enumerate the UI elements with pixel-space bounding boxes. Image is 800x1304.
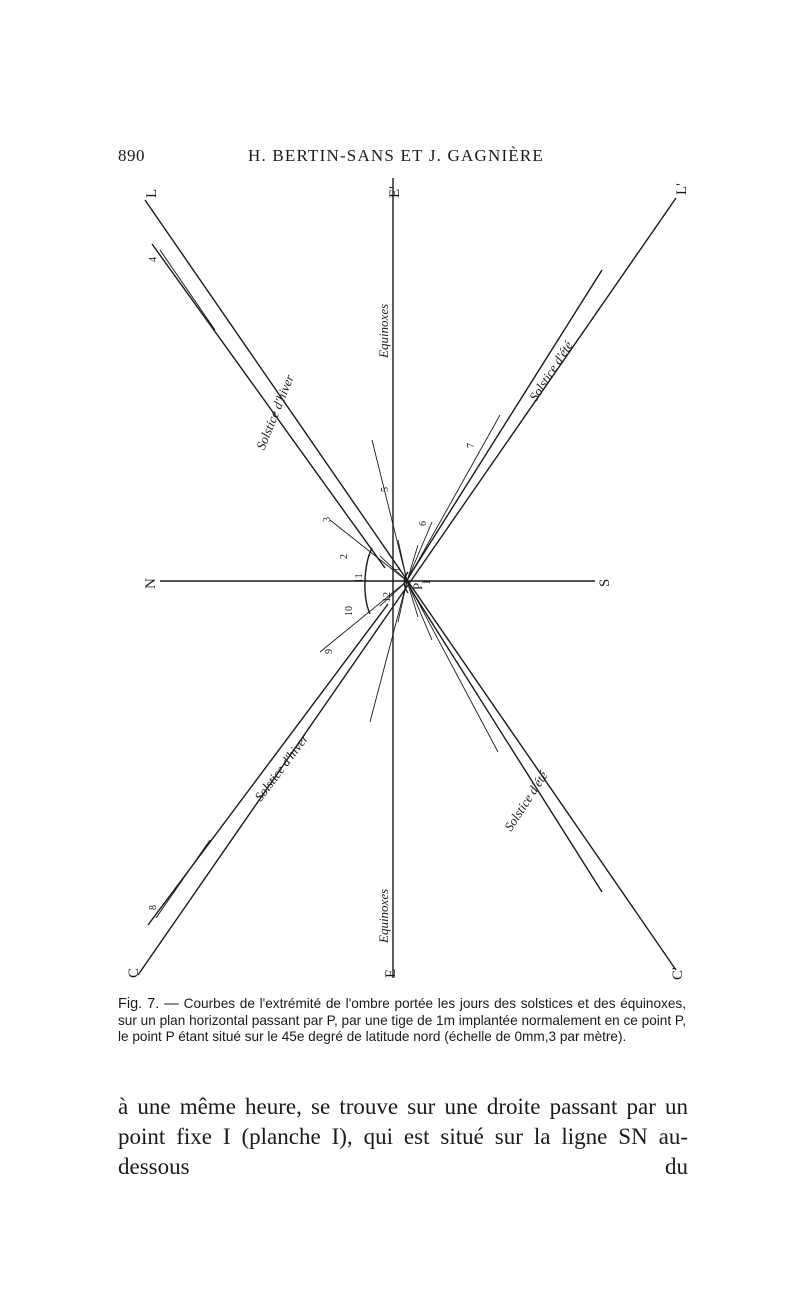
curve-solstice-ete-lower xyxy=(410,588,602,892)
label-n: N xyxy=(143,578,159,589)
line-l-prime-c xyxy=(138,198,676,975)
running-head: H. BERTIN-SANS ET J. GAGNIÈRE xyxy=(248,146,545,165)
label-e: E xyxy=(383,968,399,978)
hour-mark-12: 12 xyxy=(382,592,393,602)
caption-text: Courbes de l'extrémité de l'ombre portée les jours des solstices et des équinoxes, sur un plan horizontal passant par P, par une tige de 1m implantée normalement en ce point P, le point P étant situé sur le 45e degré de latitude nord (échelle de 0mm,3 par mètre). xyxy=(118,996,686,1044)
label-e-prime: E' xyxy=(387,186,403,198)
hour-mark-4: 4 xyxy=(148,257,159,262)
label-equinoxes-top: Equinoxes xyxy=(376,303,391,358)
label-i: I xyxy=(419,580,433,584)
label-c: C xyxy=(126,967,142,978)
hour-mark-10: 10 xyxy=(344,606,355,616)
label-solstice-hiver-bottom: Solstice d'hiver xyxy=(251,731,312,804)
body-paragraph: à une même heure, se trouve sur une droite passant par un point fixe I (planche I), qui est situé sur la ligne SN au-dessous du xyxy=(118,1094,688,1179)
label-s: S xyxy=(597,578,613,587)
label-equinoxes-bottom: Equinoxes xyxy=(376,888,391,943)
hour-mark-8: 8 xyxy=(148,905,159,910)
label-l: L xyxy=(144,188,160,198)
page-number: 890 xyxy=(118,146,145,165)
label-c-prime: C' xyxy=(670,967,686,980)
figure-caption xyxy=(118,996,686,1046)
hour-mark-11: 11 xyxy=(354,573,365,583)
hour-mark-5: 5 xyxy=(380,487,391,492)
hour-mark-1: 1 xyxy=(392,567,403,572)
hour-mark-9: 9 xyxy=(324,649,335,654)
hour-mark-7: 7 xyxy=(466,443,477,448)
hour-mark-6: 6 xyxy=(418,521,429,526)
label-solstice-ete-top: Solstice d'été xyxy=(525,338,576,404)
hour-mark-2: 2 xyxy=(339,554,350,559)
label-l-prime: L' xyxy=(674,183,690,195)
hour-mark-3: 3 xyxy=(322,517,333,522)
curve-solstice-ete-upper xyxy=(410,270,602,575)
label-solstice-ete-bottom: Solstice d'été xyxy=(501,768,551,834)
label-solstice-hiver-top: Solstice d'hiver xyxy=(253,372,297,452)
caption-lead: Fig. 7. — xyxy=(118,996,184,1012)
label-p: P xyxy=(410,582,425,590)
